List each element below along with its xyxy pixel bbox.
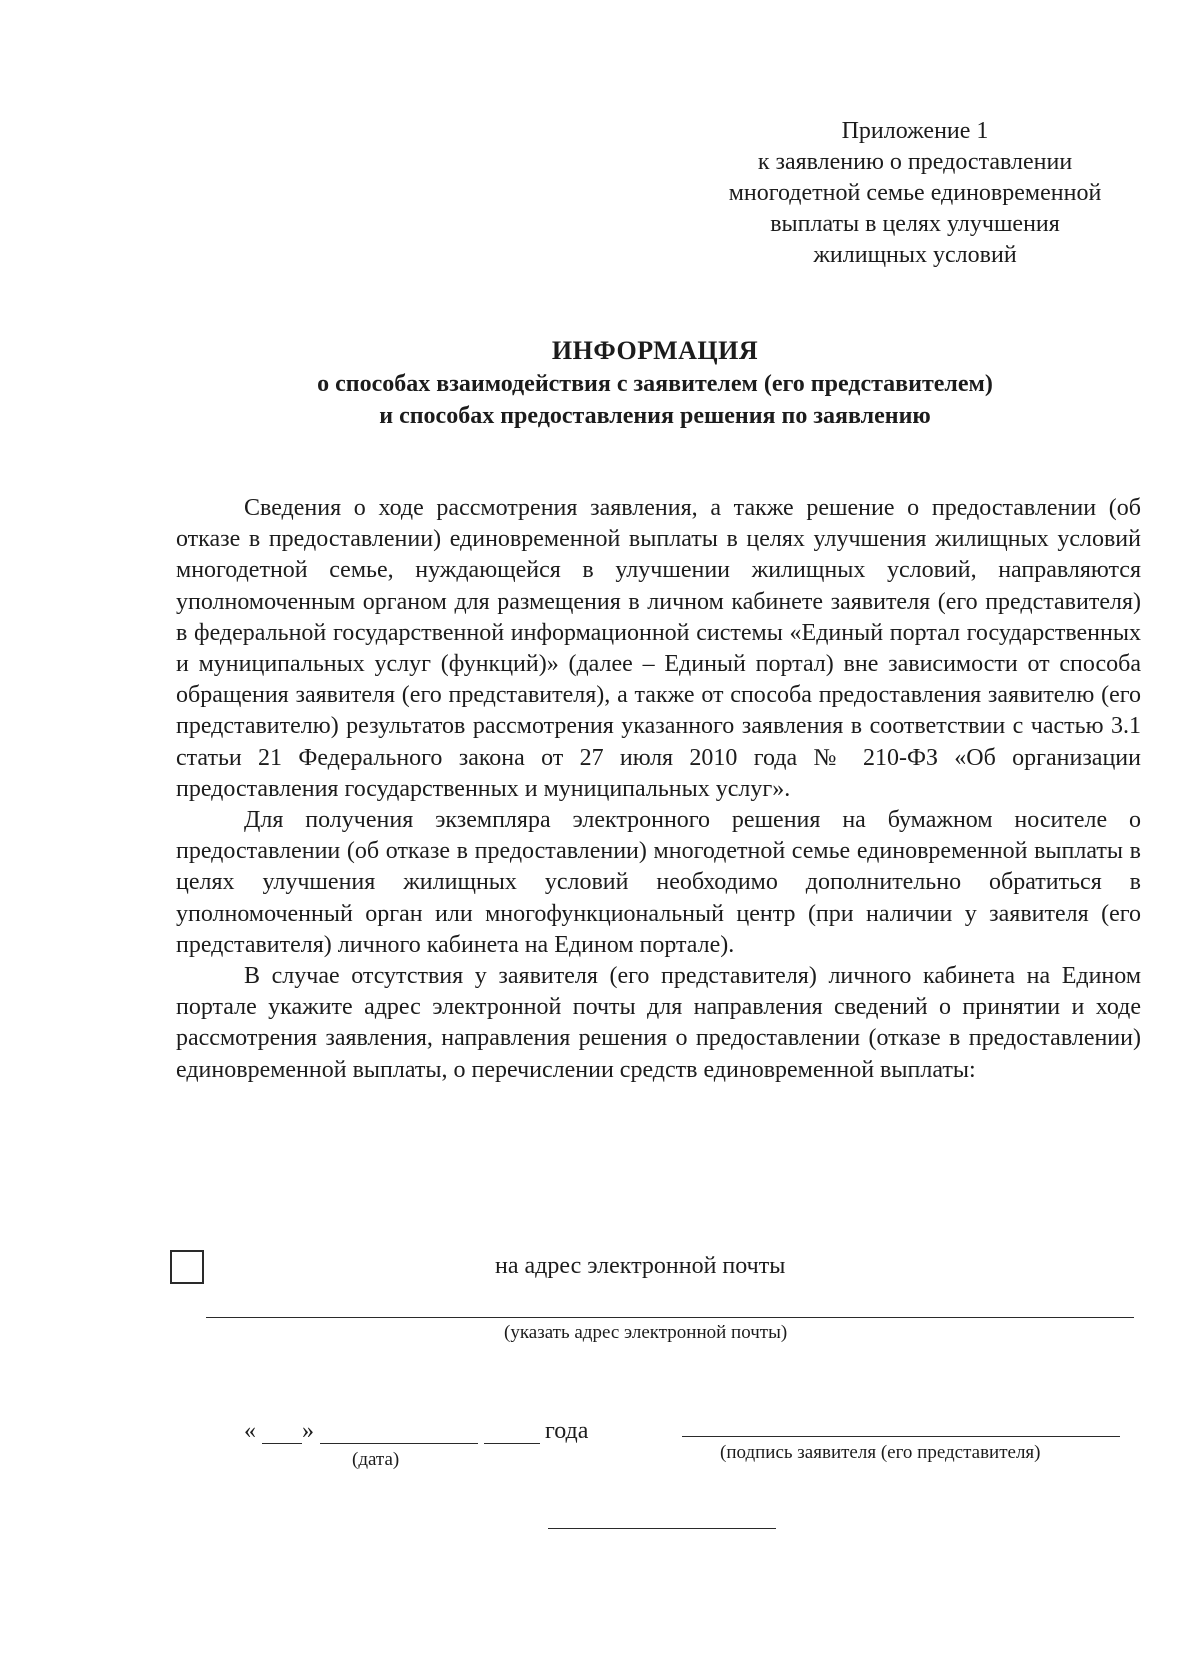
appendix-header xyxy=(680,116,1150,271)
title-main: ИНФОРМАЦИЯ xyxy=(551,336,759,365)
signature-field[interactable] xyxy=(682,1436,1120,1437)
title-subtitle-line-1: о способах взаимодействия с заявителем (его представителем) xyxy=(317,371,993,397)
body-text xyxy=(176,493,1141,1086)
email-address-field[interactable] xyxy=(206,1317,1134,1318)
year-word: года xyxy=(545,1418,589,1444)
date-caption: (дата) xyxy=(352,1449,400,1470)
signature-caption: (подпись заявителя (его представителя) xyxy=(720,1442,1041,1463)
appendix-line: многодетной семье единовременной xyxy=(728,180,1102,206)
paragraph-email-request: В случае отсутствия у заявителя (его представителя) личного кабинета на Едином портале укажите адрес электронной почты для направления сведений о принятии и ходе рассмотрения заявления, направления решения о предоставлении (отказе в предоставлении) единовременной выплаты, о перечислении средств единовременной выплаты: xyxy=(176,963,1141,1083)
email-address-caption: (указать адрес электронной почты) xyxy=(504,1322,788,1343)
closing-divider xyxy=(548,1528,776,1529)
date-day-field[interactable] xyxy=(262,1443,302,1444)
date-open-quote: « xyxy=(244,1418,256,1444)
email-option-row xyxy=(170,1250,1150,1290)
email-option-checkbox[interactable] xyxy=(170,1250,204,1284)
paragraph-status-info: Сведения о ходе рассмотрения заявления, а также решение о предоставлении (об отказе в предоставлении) единовременной выплаты в целях улучшения жилищных условий многодетной семье, нуждающейся в улучшении жилищных условий, направляются уполномоченным органом для размещения в личном кабинете заявителя (его представителя) в федеральной государственной информационной системы «Единый портал государственных и муниципальных услуг (функций)» (далее – Единый портал) вне зависимости от способа обращения заявителя (его представителя), а также от способа предоставления заявителю (его представителю) результатов рассмотрения указанного заявления в соответствии с частью 3.1 статьи 21 Федерального закона от 27 июля 2010 года № 210-ФЗ «Об организации предоставления государственных и муниципальных услуг». xyxy=(176,495,1141,802)
document-title xyxy=(160,334,1150,432)
appendix-line: к заявлению о предоставлении xyxy=(757,149,1073,175)
appendix-line: жилищных условий xyxy=(813,242,1017,268)
title-subtitle-line-2: и способах предоставления решения по заявлению xyxy=(379,403,931,429)
email-option-label: на адрес электронной почты xyxy=(495,1253,786,1279)
date-month-field[interactable] xyxy=(320,1443,478,1444)
appendix-line: Приложение 1 xyxy=(841,118,989,144)
date-close-quote: » xyxy=(302,1418,314,1444)
date-year-field[interactable] xyxy=(484,1443,540,1444)
paragraph-paper-copy: Для получения экземпляра электронного решения на бумажном носителе о предоставлении (об отказе в предоставлении) многодетной семье единовременной выплаты в целях улучшения жилищных условий необходимо дополнительно обратиться в уполномоченный орган или многофункциональный центр (при наличии у заявителя (его представителя) личного кабинета на Едином портале). xyxy=(176,807,1141,958)
appendix-line: выплаты в целях улучшения xyxy=(770,211,1060,237)
